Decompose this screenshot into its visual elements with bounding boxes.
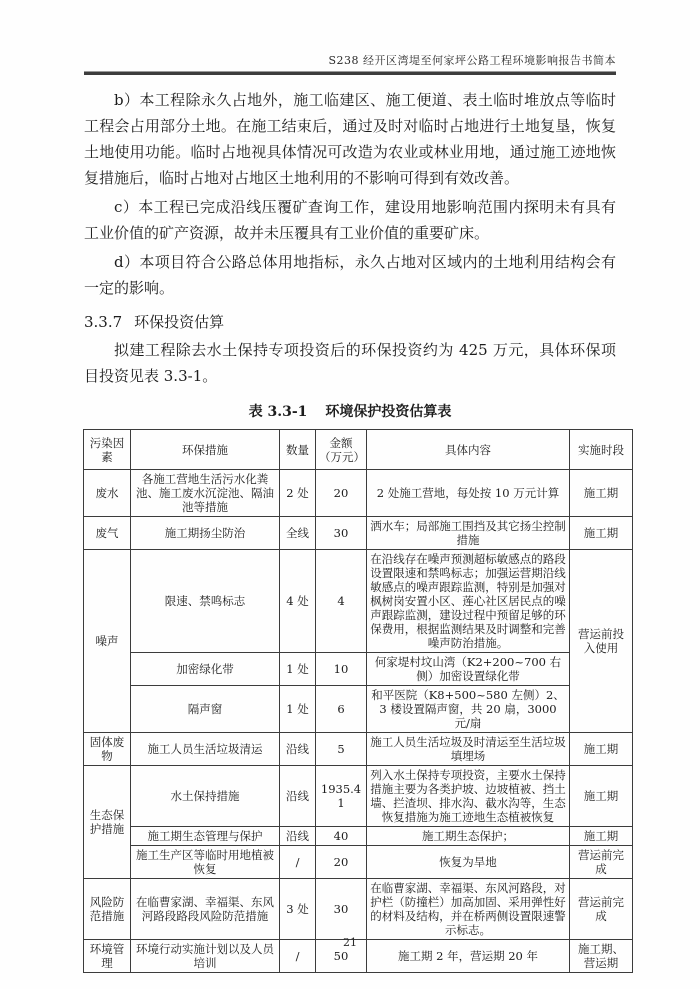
table-row-noise-signs <box>84 550 633 653</box>
cell-amount: 40 <box>316 827 367 846</box>
cell-qty: 4 处 <box>280 550 316 653</box>
cell-amount: 6 <box>316 686 367 733</box>
table-row-noise-windows <box>84 686 633 733</box>
cell-measure: 施工生产区等临时用地植被恢复 <box>131 846 280 879</box>
cell-detail: 洒水车；局部施工围挡及其它扬尘控制措施 <box>367 517 570 550</box>
cell-period: 营运前投入使用 <box>570 550 633 733</box>
cell-qty: 3 处 <box>280 879 316 940</box>
cell-qty: 沿线 <box>280 827 316 846</box>
body-text <box>84 87 624 973</box>
cell-period: 营运前完成 <box>570 879 633 940</box>
cell-detail: 列入水土保持专项投资，主要水土保持措施主要为各类护坡、边坡植被、挡土墙、拦渣坝、排水沟、截水沟等，生态恢复措施为施工迹地生态植被恢复 <box>367 766 570 827</box>
cell-period: 施工期 <box>570 470 633 517</box>
header-rule <box>84 71 616 75</box>
cell-factor: 生态保护措施 <box>84 766 131 879</box>
cell-amount: 10 <box>316 653 367 686</box>
table-row-airborne-dust <box>84 517 633 550</box>
cell-amount: 20 <box>316 846 367 879</box>
section-number: 3.3.7 <box>84 313 123 331</box>
cell-qty: 1 处 <box>280 653 316 686</box>
cell-factor: 废水 <box>84 470 131 517</box>
page-number: 21 <box>343 936 357 949</box>
cell-amount: 30 <box>316 879 367 940</box>
cell-period: 施工期 <box>570 733 633 766</box>
cell-amount: 4 <box>316 550 367 653</box>
table-caption-label: 表 3.3-1 <box>248 404 308 420</box>
table-caption <box>84 401 616 421</box>
cell-qty: / <box>280 846 316 879</box>
cell-detail: 施工期 2 年，营运期 20 年 <box>367 940 570 973</box>
cell-qty: 1 处 <box>280 686 316 733</box>
cell-measure: 环境行动实施计划以及人员培训 <box>131 940 280 973</box>
cell-detail: 2 处施工营地，每处按 10 万元计算 <box>367 470 570 517</box>
cell-measure: 施工期生态管理与保护 <box>131 827 280 846</box>
cell-measure: 水土保持措施 <box>131 766 280 827</box>
cell-measure: 各施工营地生活污水化粪池、施工废水沉淀池、隔油池等措施 <box>131 470 280 517</box>
header-title: S238 经开区湾堤至何家坪公路工程环境影响报告书简本 <box>328 54 616 67</box>
cell-amount: 30 <box>316 517 367 550</box>
investment-table <box>83 429 633 973</box>
table-row-soil-water <box>84 766 633 827</box>
cell-factor: 风险防范措施 <box>84 879 131 940</box>
cell-period: 营运前完成 <box>570 846 633 879</box>
cell-detail: 施工人员生活垃圾及时清运至生活垃圾填埋场 <box>367 733 570 766</box>
column-header-detail: 具体内容 <box>367 430 570 470</box>
cell-measure: 加密绿化带 <box>131 653 280 686</box>
table-row-risk-prevention <box>84 879 633 940</box>
cell-qty: / <box>280 940 316 973</box>
cell-amount: 1935.41 <box>316 766 367 827</box>
cell-measure: 在临曹家湖、幸福渠、东风河路段路段风险防范措施 <box>131 879 280 940</box>
section-heading <box>84 309 616 335</box>
cell-period: 施工期 <box>570 827 633 846</box>
column-header-measure: 环保措施 <box>131 430 280 470</box>
cell-detail: 施工期生态保护； <box>367 827 570 846</box>
cell-measure: 施工人员生活垃圾清运 <box>131 733 280 766</box>
column-header-amount: 金额（万元） <box>316 430 367 470</box>
table-row-vegetation-restore <box>84 846 633 879</box>
cell-period: 施工期 <box>570 517 633 550</box>
table-caption-title: 环境保护投资估算表 <box>325 404 452 420</box>
table-row-solid-waste <box>84 733 633 766</box>
cell-amount: 50 <box>316 940 367 973</box>
table-header-row <box>84 430 633 470</box>
column-header-period: 实施时段 <box>570 430 633 470</box>
cell-qty: 沿线 <box>280 733 316 766</box>
section-intro: 拟建工程除去水土保持专项投资后的环保投资约为 425 万元，具体环保项目投资见表 3.3-1。 <box>84 341 616 385</box>
column-header-qty: 数量 <box>280 430 316 470</box>
cell-factor: 废气 <box>84 517 131 550</box>
page-footer <box>0 936 700 949</box>
cell-qty: 2 处 <box>280 470 316 517</box>
cell-amount: 20 <box>316 470 367 517</box>
cell-amount: 5 <box>316 733 367 766</box>
cell-period: 施工期、营运期 <box>570 940 633 973</box>
paragraph-b: b）本工程除永久占地外，施工临建区、施工便道、表土临时堆放点等临时工程会占用部分土地。在施工结束后，通过及时对临时占地进行土地复垦，恢复土地使用功能。临时占地视具体情况可改造为农业或林业用地，通过施工迹地恢复措施后，临时占地对占地区土地利用的不影响可得到有效改善。 <box>84 91 616 187</box>
cell-detail: 何家堤村坟山湾（K2+200~700 右侧）加密设置绿化带 <box>367 653 570 686</box>
cell-detail: 恢复为旱地 <box>367 846 570 879</box>
section-title: 环保投资估算 <box>134 313 225 331</box>
cell-factor: 固体废物 <box>84 733 131 766</box>
paragraph-c: c）本工程已完成沿线压覆矿查询工作，建设用地影响范围内探明未有具有工业价值的矿产资源，故并未压覆具有工业价值的重要矿床。 <box>84 198 616 242</box>
cell-detail: 在沿线存在噪声预测超标敏感点的路段设置限速和禁鸣标志；加强运营期沿线敏感点的噪声跟踪监测，特别是加强对枫树岗安置小区、莲心社区居民点的噪声跟踪监测，建设过程中预留足够的环保费用，根据监测结果及时调整和完善噪声防治措施。 <box>367 550 570 653</box>
cell-measure: 隔声窗 <box>131 686 280 733</box>
table-row-wastewater <box>84 470 633 517</box>
cell-factor: 噪声 <box>84 550 131 733</box>
cell-measure: 施工期扬尘防治 <box>131 517 280 550</box>
cell-factor: 环境管理 <box>84 940 131 973</box>
column-header-factor: 污染因素 <box>84 430 131 470</box>
cell-period: 施工期 <box>570 766 633 827</box>
table-row-noise-greenbelt <box>84 653 633 686</box>
cell-qty: 全线 <box>280 517 316 550</box>
cell-measure: 限速、禁鸣标志 <box>131 550 280 653</box>
table-row-eco-management <box>84 827 633 846</box>
cell-detail: 和平医院（K8+500~580 左侧）2、3 楼设置隔声窗，共 20 扇，3000 元/扇 <box>367 686 570 733</box>
cell-detail: 在临曹家湖、幸福渠、东风河路段，对护栏（防撞栏）加高加固、采用弹性好的材料及结构，并在桥两侧设置限速警示标志。 <box>367 879 570 940</box>
paragraph-d: d）本项目符合公路总体用地指标，永久占地对区域内的土地利用结构会有一定的影响。 <box>84 253 616 297</box>
cell-qty: 沿线 <box>280 766 316 827</box>
